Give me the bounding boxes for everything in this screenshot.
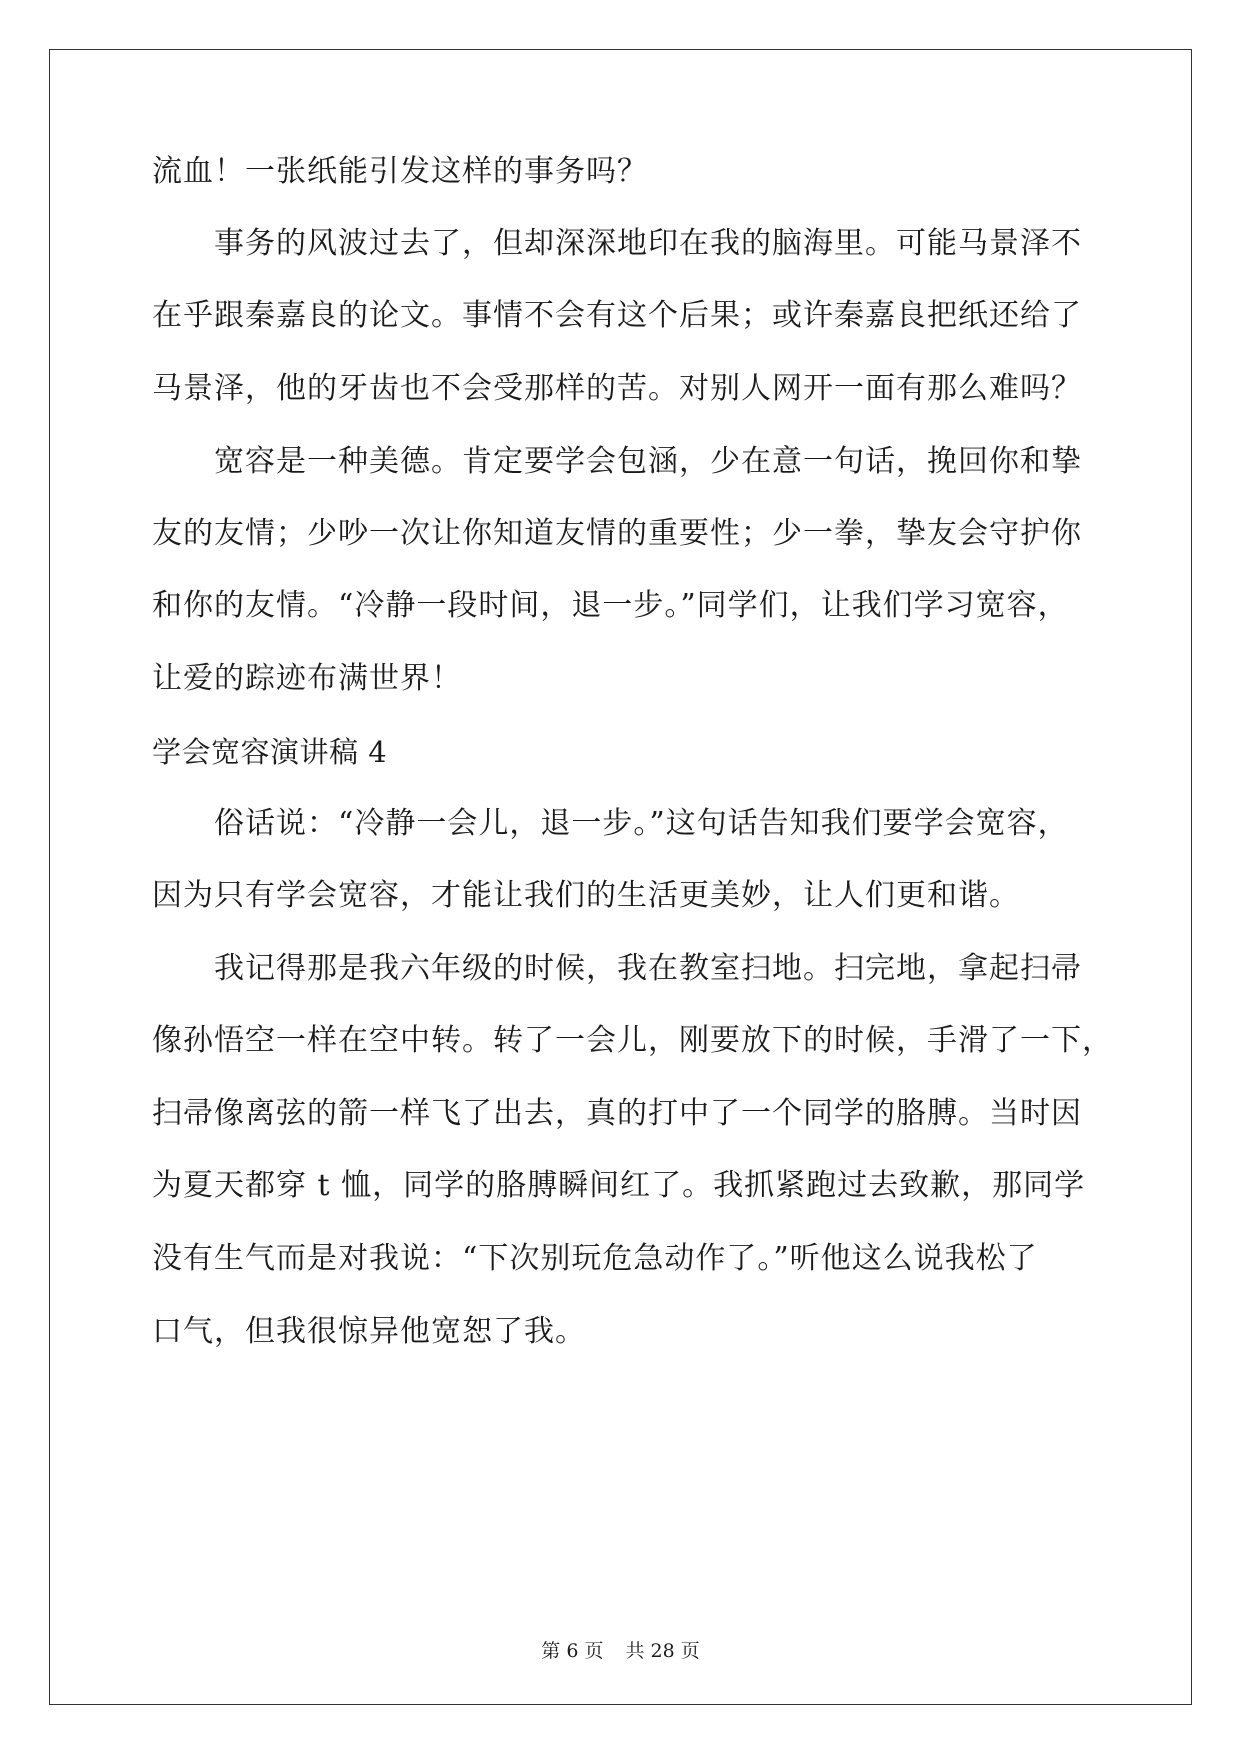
page-footer	[0, 1636, 1241, 1663]
paragraph-start: 俗话说：“冷静一会儿，退一步。”这句话告知我们要学会宽容，	[214, 806, 1069, 841]
text-line: 为夏天都穿 t 恤，同学的胳膊瞬间红了。我抓紧跑过去致歉，那同学	[152, 1168, 1086, 1203]
paragraph-start: 事务的风波过去了，但却深深地印在我的脑海里。可能马景泽不	[214, 226, 1082, 261]
text-line: 在乎跟秦嘉良的论文。事情不会有这个后果；或许秦嘉良把纸还给了	[152, 298, 1082, 333]
text-line: 友的友情；少吵一次让你知道友情的重要性；少一拳，挚友会守护你	[152, 516, 1082, 551]
section-heading: 学会宽容演讲稿 4	[152, 735, 388, 769]
page-total: 共 28 页	[625, 1640, 700, 1662]
text-line: 没有生气而是对我说：“下次别玩危急动作了。”听他这么说我松了	[152, 1241, 1038, 1276]
text-line: 马景泽，他的牙齿也不会受那样的苦。对别人网开一面有那么难吗？	[152, 371, 1082, 406]
paragraph-start: 宽容是一种美德。肯定要学会包涵，少在意一句话，挽回你和挚	[214, 444, 1082, 479]
text-line: 扫帚像离弦的箭一样飞了出去，真的打中了一个同学的胳膊。当时因	[152, 1096, 1082, 1131]
text-line: 像孙悟空一样在空中转。转了一会儿，刚要放下的时候，手滑了一下，	[152, 1023, 1113, 1058]
text-line: 让爱的踪迹布满世界！	[152, 661, 462, 696]
text-line: 口气，但我很惊异他宽恕了我。	[152, 1314, 586, 1349]
page-number: 第 6 页	[541, 1640, 604, 1662]
text-line: 因为只有学会宽容，才能让我们的生活更美妙，让人们更和谐。	[152, 878, 1020, 913]
text-line: 和你的友情。“冷静一段时间，退一步。”同学们，让我们学习宽容，	[152, 588, 1069, 623]
paragraph-start: 我记得那是我六年级的时候，我在教室扫地。扫完地，拿起扫帚	[214, 951, 1082, 986]
text-line: 流血！一张纸能引发这样的事务吗？	[152, 154, 648, 189]
